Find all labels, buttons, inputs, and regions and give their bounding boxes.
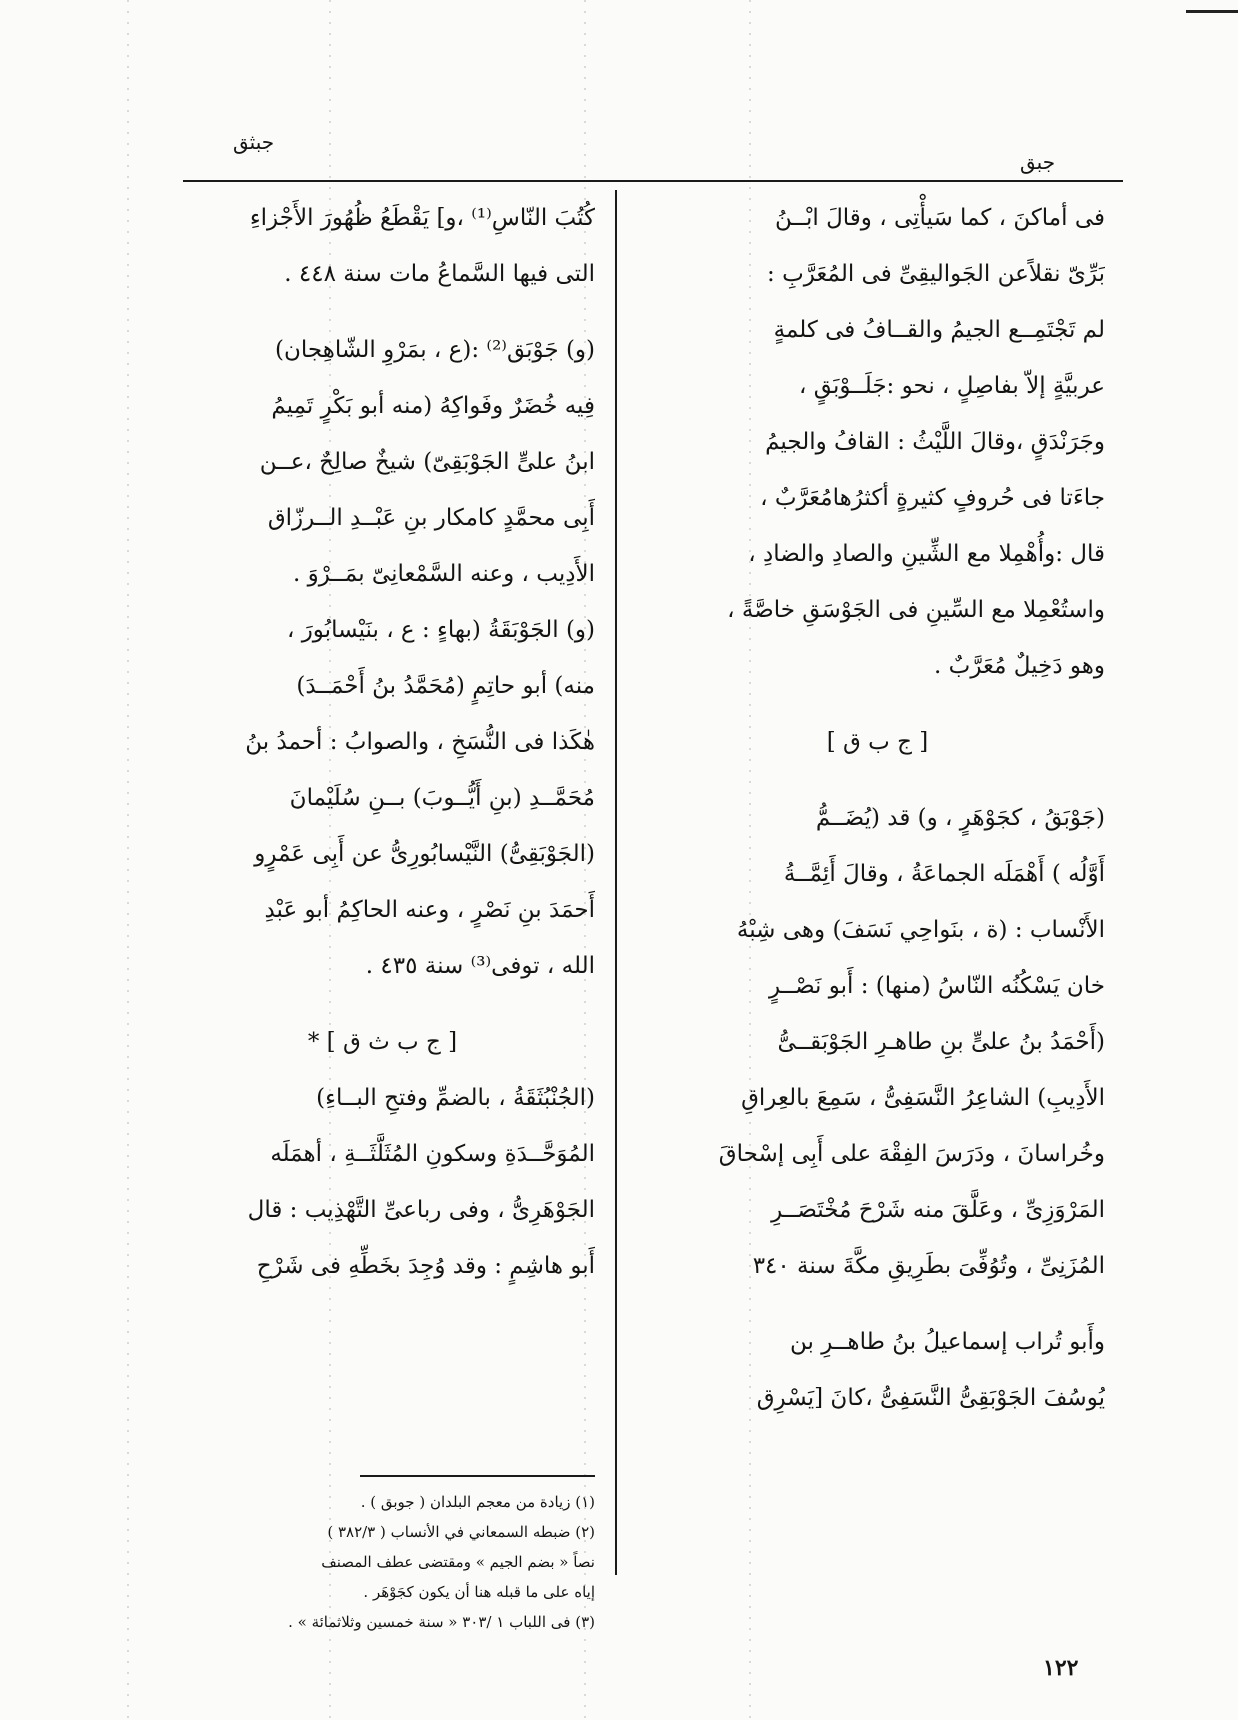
text-line: واستُعْمِلا مع السِّينِ فى الجَوْسَقِ خاصَّةً ، (727, 597, 1105, 623)
running-header-right: جبق (1020, 150, 1056, 174)
paragraph (650, 1314, 1105, 1426)
text-line: وجَرَنْدَقٍ ،وقالَ اللَّيْثُ : القافُ والجيمُ (765, 429, 1105, 455)
right-column (650, 190, 1105, 1426)
paragraph (650, 190, 1105, 694)
header-rule (183, 180, 1123, 182)
text-line: الأَدِيب ، وعنه السَّمْعانِىّ بمَــرْوَ . (293, 561, 595, 587)
text-line: قال :وأُهْمِلا مع الشِّينِ والصادِ والضادِ ، (748, 541, 1105, 567)
column-divider (615, 190, 617, 1575)
paragraph (170, 602, 595, 994)
text-line: لم تَجْتَمِــع الجيمُ والقــافُ فى كلمةٍ (773, 317, 1105, 343)
text-line: خان يَسْكُنُه النّاسُ (منها) : أَبو نَصْــرٍ (768, 973, 1105, 999)
text-line: (و) الجَوْبَقَةُ (بهاءٍ : ع ، بنَيْسابُورَ ، (286, 617, 595, 643)
footnotes (230, 1487, 595, 1637)
text-line: الله ، توفى⁽³⁾ سنة ٤٣٥ . (365, 953, 595, 979)
text-line: أَبِى محمَّدٍ كامكار بنِ عَبْــدِ الــرزّاق (267, 505, 595, 531)
text-line: (أَحْمَدُ بنُ علىٍّ بنِ طاهـرِ الجَوْبَقــىُّ (777, 1029, 1105, 1055)
text-line: المُوَحَّــدَةِ وسكونِ المُثَلَّثَــةِ ، أهمَلَه (270, 1141, 595, 1167)
text-line: الأَدِيبِ) الشاعِرُ النَّسَفِىُّ ، سَمِعَ بالعِراقِ (741, 1085, 1105, 1111)
text-line: عربيَّةٍ إلاّ بفاصِلٍ ، نحو :جَلَــوْبَقٍ ، (799, 373, 1105, 399)
text-line: التى فيها السَّماعُ مات سنة ٤٤٨ . (284, 261, 595, 287)
footnote-rule (360, 1475, 595, 1477)
paragraph (650, 790, 1105, 1294)
text-line: مُحَمَّــدِ (بنِ أَيُّــوبَ) بــنِ سُلَيْمانَ (289, 785, 595, 811)
text-line: الجَوْهَرِىُّ ، وفى رباعىِّ التَّهْذِيب : قال (247, 1197, 595, 1223)
footnote: (١) زيادة من معجم البلدان ( جوبق ) . (360, 1493, 595, 1511)
text-line: (الجُنْبُثَقَةُ ، بالضمِّ وفتحِ البــاءِ) (316, 1085, 595, 1111)
paragraph (170, 190, 595, 302)
text-line: (و) جَوْبَق⁽²⁾ :(ع ، بمَرْوِ الشّاهِجان) (275, 337, 595, 363)
footnote: (٢) ضبطه السمعاني في الأنساب ( ٣٨٢/٣ ) (327, 1523, 595, 1541)
text-line: المُزَنِىِّ ، وتُوُفِّىَ بطَرِيقِ مكَّةَ سنة ٣٤٠ (752, 1253, 1105, 1279)
text-line: فِيه خُضَرٌ وفَواكِهُ (منه أبو بَكْرٍ تَمِيمُ (271, 393, 595, 419)
text-line: (الجَوْبَقِىُّ) النَّيْسابُورِىُّ عن أَبِى عَمْرٍو (254, 841, 595, 867)
text-line: جاءَتا فى حُروفٍ كثيرةٍ أكثرُهامُعَرَّبٌ ، (760, 485, 1105, 511)
text-line: فى أماكنَ ، كما سَيأْتِى ، وقالَ ابْــنُ (774, 205, 1105, 231)
left-column (170, 190, 595, 1294)
text-line: أَحمَدَ بنِ نَصْرٍ ، وعنه الحاكِمُ أبو عَبْدِ (264, 897, 595, 923)
entry-heading: [ ج ب ق ] (826, 729, 929, 755)
text-line: كُتُبَ النّاسِ⁽¹⁾ ،و] يَقْطَعُ ظُهُورَ الأَجْزاءِ (249, 205, 595, 231)
text-line: ابنُ علىٍّ الجَوْبَقِىّ) شيخٌ صالِحٌ ،عــن (259, 449, 595, 475)
text-line: أَبو هاشِمٍ : وقد وُجِدَ بخَطِّهِ فى شَرْحِ (256, 1253, 595, 1279)
page-edge-mark (1186, 10, 1238, 13)
text-line: وهو دَخِيلٌ مُعَرَّبٌ . (934, 653, 1105, 679)
text-line: وأَبو تُراب إسماعيلُ بنُ طاهــرِ بن (790, 1329, 1105, 1355)
entry-heading: [ ج ب ث ق ] * (307, 1029, 458, 1055)
footnote: نصاً « بضم الجيم » ومقتضى عطف المصنف (321, 1553, 595, 1571)
footnote: إياه على ما قبله هنا أن يكون كجَوْهَر . (363, 1583, 595, 1601)
text-line: المَرْوَزِىِّ ، وعَلَّقَ منه شَرْحَ مُخْتَصَــرِ (771, 1197, 1105, 1223)
text-line: يُوسُفَ الجَوْبَقِىُّ النَّسَفِىُّ ،كانَ [يَسْرِق (756, 1385, 1105, 1411)
page-number: ١٢٢ (1043, 1655, 1079, 1681)
footnote: (٣) فى اللباب ١ /٣٠٣ « سنة خمسين وثلاثمائة » . (288, 1613, 595, 1631)
text-line: بَرِّىّ نقلاًعن الجَواليقِىِّ فى المُعَرَّبِ : (767, 261, 1105, 287)
text-line: أَوَّلُه ) أَهْمَلَه الجماعَةُ ، وقالَ أَئِمَّــةُ (783, 861, 1105, 887)
text-line: هٰكَذا فى النُّسَخِ ، والصوابُ : أحمدُ بنُ (245, 729, 595, 755)
text-line: وخُراسانَ ، ودَرَسَ الفِقْهَ على أَبِى إسْحاقَ (718, 1141, 1105, 1167)
text-line: منه) أبو حاتِمٍ (مُحَمَّدُ بنُ أَحْمَــدَ) (296, 673, 595, 699)
running-header-left: جبثق (233, 130, 275, 154)
paragraph (170, 1070, 595, 1294)
text-line: (جَوْبَقُ ، كجَوْهَرٍ ، و) قد (يُضَــمُّ (815, 805, 1105, 831)
text-line: الأَنْساب : (ة ، بنَواحِي نَسَفَ) وهى شِبْهُ (736, 917, 1105, 943)
paragraph (170, 322, 595, 602)
